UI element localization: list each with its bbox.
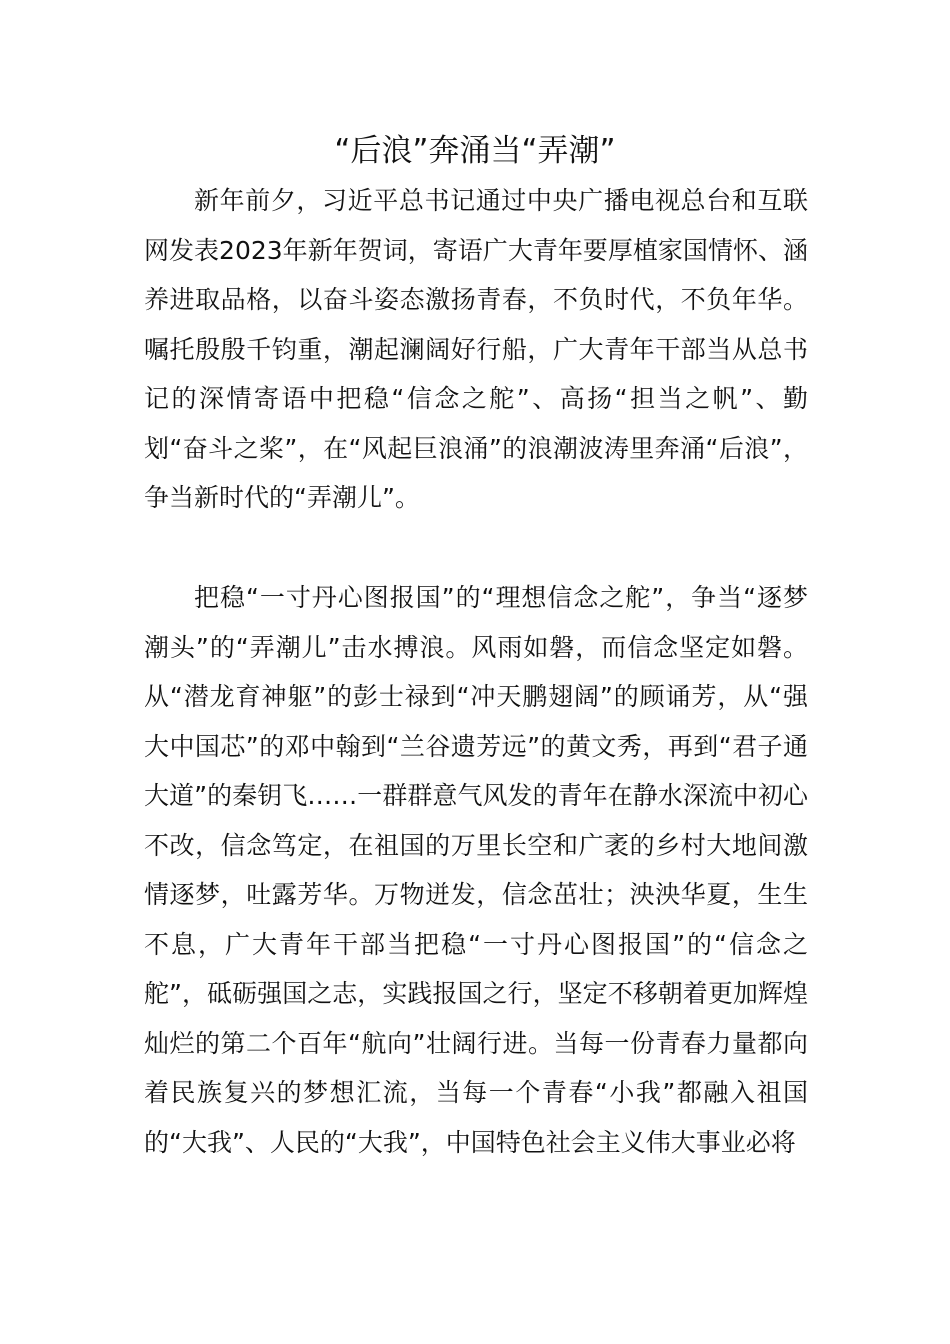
paragraph-intro: 新年前夕，习近平总书记通过中央广播电视总台和互联网发表2023年新年贺词，寄语广大青年要厚植家国情怀、涵养进取品格，以奋斗姿态激扬青春，不负时代，不负年华。嘱托殷殷千钧重，潮起澜阔好行船，广大青年干部当从总书记的深情寄语中把稳“信念之舵”、高扬“担当之帆”、勤划“奋斗之桨”，在“风起巨浪涌”的浪潮波涛里奔涌“后浪”，争当新时代的“弄潮儿”。 xyxy=(144,186,808,512)
paragraph-ideals: 把稳“一寸丹心图报国”的“理想信念之舵”，争当“逐梦潮头”的“弄潮儿”击水搏浪。风雨如磐，而信念坚定如磐。从“潜龙育神躯”的彭士禄到“冲天鹏翅阔”的顾诵芳，从“强大中国芯”的邓中翰到“兰谷遗芳远”的黄文秀，再到“君子通大道”的秦钥飞……一群群意气风发的青年在静水深流中初心不改，信念笃定，在祖国的万里长空和广袤的乡村大地间激情逐梦，吐露芳华。万物迸发，信念茁壮；泱泱华夏，生生不息，广大青年干部当把稳“一寸丹心图报国”的“信念之舵”，砥砺强国之志，实践报国之行，坚定不移朝着更加辉煌灿烂的第二个百年“航向”壮阔行进。当每一份青春力量都向着民族复兴的梦想汇流，当每一个青春“小我”都融入祖国的“大我”、人民的“大我”，中国特色社会主义伟大事业必将 xyxy=(144,583,808,1157)
document-title: “后浪”奔涌当“弄潮” xyxy=(334,133,616,169)
